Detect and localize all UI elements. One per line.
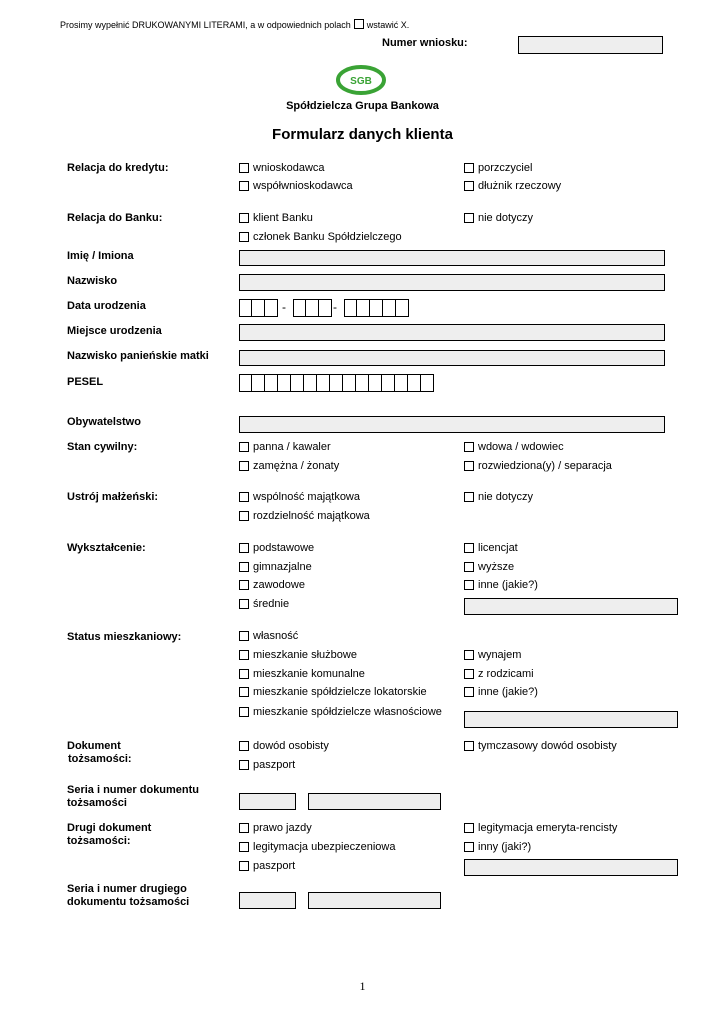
date-separator: - [282, 300, 286, 314]
option-legitymacja-emeryta[interactable] [464, 822, 617, 835]
option-licencjat[interactable] [464, 542, 518, 555]
option-tymczasowy-dowod[interactable] [464, 740, 617, 753]
option-wyzsze[interactable] [464, 561, 514, 574]
option-label: panna / kawaler [253, 441, 331, 453]
checkbox-icon[interactable] [464, 687, 474, 697]
birth-year-cells[interactable] [344, 299, 409, 317]
label-ustroj: Ustrój małżeński: [67, 491, 159, 503]
checkbox-icon[interactable] [464, 669, 474, 679]
instruction-before: Prosimy wypełnić DRUKOWANYMI LITERAMI, a w odpowiednich polach [60, 20, 351, 30]
checkbox-icon[interactable] [239, 580, 249, 590]
option-label: inne (jakie?) [478, 686, 538, 698]
label-obywatelstwo: Obywatelstwo [67, 416, 141, 428]
option-label: rozdzielność majątkowa [253, 510, 370, 522]
checkbox-icon[interactable] [239, 461, 249, 471]
option-nie-dotyczy-bank[interactable] [464, 212, 533, 225]
checkbox-icon[interactable] [464, 741, 474, 751]
first-name-field[interactable] [239, 250, 665, 266]
label-miejsce-urodzenia: Miejsce urodzenia [67, 325, 162, 337]
option-panna-kawaler[interactable] [239, 441, 331, 454]
checkbox-icon[interactable] [239, 232, 249, 242]
checkbox-icon[interactable] [464, 442, 474, 452]
option-rozwiedziona[interactable] [464, 460, 612, 473]
checkbox-icon[interactable] [239, 669, 249, 679]
option-paszport[interactable] [239, 759, 295, 772]
checkbox-icon[interactable] [239, 492, 249, 502]
checkbox-icon[interactable] [239, 562, 249, 572]
checkbox-icon[interactable] [239, 181, 249, 191]
label-seria-numer-line1: Seria i numer dokumentu [67, 784, 200, 796]
option-wspolnosc[interactable] [239, 491, 360, 504]
checkbox-icon[interactable] [464, 842, 474, 852]
checkbox-icon[interactable] [239, 861, 249, 871]
option-poreczyciel[interactable] [464, 162, 532, 175]
option-spoldzielcze-lokatorskie[interactable] [239, 686, 427, 699]
option-label: gimnazjalne [253, 561, 312, 573]
instruction-after: wstawić X. [366, 20, 410, 30]
checkbox-icon[interactable] [239, 842, 249, 852]
label-pesel: PESEL [67, 376, 104, 388]
label-seria-numer [67, 784, 199, 810]
checkbox-icon[interactable] [464, 562, 474, 572]
checkbox-icon[interactable] [239, 599, 249, 609]
checkbox-icon[interactable] [464, 543, 474, 553]
checkbox-icon[interactable] [239, 707, 249, 717]
checkbox-icon[interactable] [239, 213, 249, 223]
label-drugi-dokument-line2: tożsamości: [67, 835, 131, 847]
last-name-field[interactable] [239, 274, 665, 291]
option-gimnazjalne[interactable] [239, 561, 312, 574]
checkbox-icon[interactable] [464, 461, 474, 471]
checkbox-icon[interactable] [239, 823, 249, 833]
second-document-series-field[interactable] [239, 892, 296, 909]
option-label: członek Banku Spółdzielczego [253, 231, 402, 243]
option-label: inne (jakie?) [478, 579, 538, 591]
label-seria-numer-drugi-line2: dokumentu tożsamości [67, 896, 190, 908]
option-nie-dotyczy-ustroj[interactable] [464, 491, 533, 504]
option-label: wnioskodawca [253, 162, 325, 174]
checkbox-icon[interactable] [239, 650, 249, 660]
option-label: porzczyciel [478, 162, 533, 174]
option-label: własność [253, 630, 299, 642]
checkbox-icon[interactable] [239, 631, 249, 641]
option-label: współwnioskodawca [253, 180, 353, 192]
form-title: Formularz danych klienta [272, 126, 453, 143]
option-label: wyższe [478, 561, 515, 573]
option-label: legitymacja ubezpieczeniowa [253, 841, 396, 853]
label-status-mieszkaniowy: Status mieszkaniowy: [67, 631, 182, 643]
label-dokument-line2: tożsamości: [68, 753, 132, 765]
document-number-field[interactable] [308, 793, 441, 810]
option-wlasnosc[interactable] [239, 630, 298, 643]
label-nazwisko: Nazwisko [67, 275, 118, 287]
option-inny-dokument[interactable] [464, 841, 531, 854]
checkbox-icon[interactable] [464, 823, 474, 833]
sgb-logo-icon [335, 64, 387, 96]
option-dluznik-rzeczowy[interactable] [464, 180, 561, 193]
label-drugi-dokument-line1: Drugi dokument [67, 822, 152, 834]
label-seria-numer-drugi [67, 883, 189, 909]
option-wspolwnioskodawca[interactable] [239, 180, 353, 193]
label-wyksztalcenie: Wykształcenie: [67, 542, 146, 554]
label-dokument-line1: Dokument [67, 740, 121, 752]
option-label: mieszkanie spółdzielcze własnościowe [253, 706, 442, 718]
option-label: z rodzicami [478, 668, 534, 680]
option-wnioskodawca[interactable] [239, 162, 325, 175]
option-klient-banku[interactable] [239, 212, 313, 225]
option-mieszkanie-komunalne[interactable] [239, 668, 365, 681]
checkbox-icon[interactable] [239, 442, 249, 452]
option-inne-wyksztalcenie[interactable] [464, 579, 538, 592]
pesel-cells[interactable] [239, 374, 434, 392]
option-label: średnie [253, 598, 290, 610]
other-housing-field[interactable] [464, 711, 678, 728]
option-wynajem[interactable] [464, 649, 521, 662]
option-label: dowód osobisty [253, 740, 329, 752]
option-legitymacja-ubezpieczeniowa[interactable] [239, 841, 395, 854]
birth-place-field[interactable] [239, 324, 665, 341]
option-zawodowe[interactable] [239, 579, 305, 592]
label-stan-cywilny: Stan cywilny: [67, 441, 138, 453]
option-rozdzielnosc[interactable] [239, 510, 370, 523]
option-label: tymczasowy dowód osobisty [478, 740, 617, 752]
birth-month-cells[interactable] [293, 299, 332, 317]
checkbox-sample-icon [354, 19, 364, 29]
option-label: wynajem [478, 649, 522, 661]
instruction-text [60, 19, 409, 30]
option-label: mieszkanie komunalne [253, 668, 365, 680]
other-education-field[interactable] [464, 598, 678, 615]
document-series-field[interactable] [239, 793, 296, 810]
option-label: mieszkanie służbowe [253, 649, 357, 661]
label-nazwisko-matki: Nazwisko panieńskie matki [67, 350, 209, 362]
option-inne-mieszkanie[interactable] [464, 686, 538, 699]
birth-day-cells[interactable] [239, 299, 278, 317]
checkbox-icon[interactable] [464, 213, 474, 223]
page-number: 1 [359, 979, 366, 993]
option-label: zawodowe [253, 579, 305, 591]
option-label: legitymacja emeryta-rencisty [478, 822, 618, 834]
option-label: wdowa / wdowiec [478, 441, 564, 453]
option-label: paszport [253, 759, 296, 771]
label-relacja-kredyt: Relacja do kredytu: [67, 162, 169, 174]
option-label: nie dotyczy [478, 491, 534, 503]
label-imie: Imię / Imiona [67, 250, 134, 262]
option-label: licencjat [478, 542, 518, 554]
option-paszport-drugi[interactable] [239, 860, 295, 873]
other-document-field[interactable] [464, 859, 678, 876]
label-relacja-bank: Relacja do Banku: [67, 212, 163, 224]
application-number-field[interactable] [518, 36, 663, 54]
option-srednie[interactable] [239, 598, 289, 611]
option-czlonek-banku[interactable] [239, 231, 402, 244]
option-wdowa-wdowiec[interactable] [464, 441, 564, 454]
option-label: mieszkanie spółdzielcze lokatorskie [253, 686, 427, 698]
option-podstawowe[interactable] [239, 542, 314, 555]
option-label: paszport [253, 860, 296, 872]
label-seria-numer-line2: tożsamości [67, 797, 127, 809]
citizenship-field[interactable] [239, 416, 665, 433]
option-label: nie dotyczy [478, 212, 534, 224]
option-spoldzielcze-wlasnosciowe[interactable] [239, 706, 442, 719]
checkbox-icon[interactable] [464, 163, 474, 173]
application-number-label: Numer wniosku: [382, 37, 468, 49]
option-dowod-osobisty[interactable] [239, 740, 329, 753]
option-label: klient Banku [253, 212, 313, 224]
option-label: inny (jaki?) [478, 841, 532, 853]
option-label: zamężna / żonaty [253, 460, 340, 472]
checkbox-icon[interactable] [239, 543, 249, 553]
checkbox-icon[interactable] [239, 741, 249, 751]
label-seria-numer-drugi-line1: Seria i numer drugiego [67, 883, 187, 895]
checkbox-icon[interactable] [464, 181, 474, 191]
checkbox-icon[interactable] [239, 760, 249, 770]
logo-text: SGB [350, 76, 372, 87]
label-data-urodzenia: Data urodzenia [67, 300, 146, 312]
option-prawo-jazdy[interactable] [239, 822, 312, 835]
mother-maiden-name-field[interactable] [239, 350, 665, 366]
label-drugi-dokument [67, 822, 151, 848]
option-label: podstawowe [253, 542, 315, 554]
option-label: rozwiedziona(y) / separacja [478, 460, 612, 472]
option-zamezna-zonaty[interactable] [239, 460, 339, 473]
option-label: dłużnik rzeczowy [478, 180, 562, 192]
checkbox-icon[interactable] [464, 650, 474, 660]
second-document-number-field[interactable] [308, 892, 441, 909]
checkbox-icon[interactable] [464, 492, 474, 502]
checkbox-icon[interactable] [239, 163, 249, 173]
option-z-rodzicami[interactable] [464, 668, 534, 681]
checkbox-icon[interactable] [239, 687, 249, 697]
label-dokument [67, 740, 132, 766]
organization-name: Spółdzielcza Grupa Bankowa [286, 100, 439, 112]
checkbox-icon[interactable] [239, 511, 249, 521]
checkbox-icon[interactable] [464, 580, 474, 590]
option-mieszkanie-sluzbowe[interactable] [239, 649, 357, 662]
option-label: wspólność majątkowa [253, 491, 360, 503]
option-label: prawo jazdy [253, 822, 312, 834]
date-separator: - [333, 300, 337, 314]
